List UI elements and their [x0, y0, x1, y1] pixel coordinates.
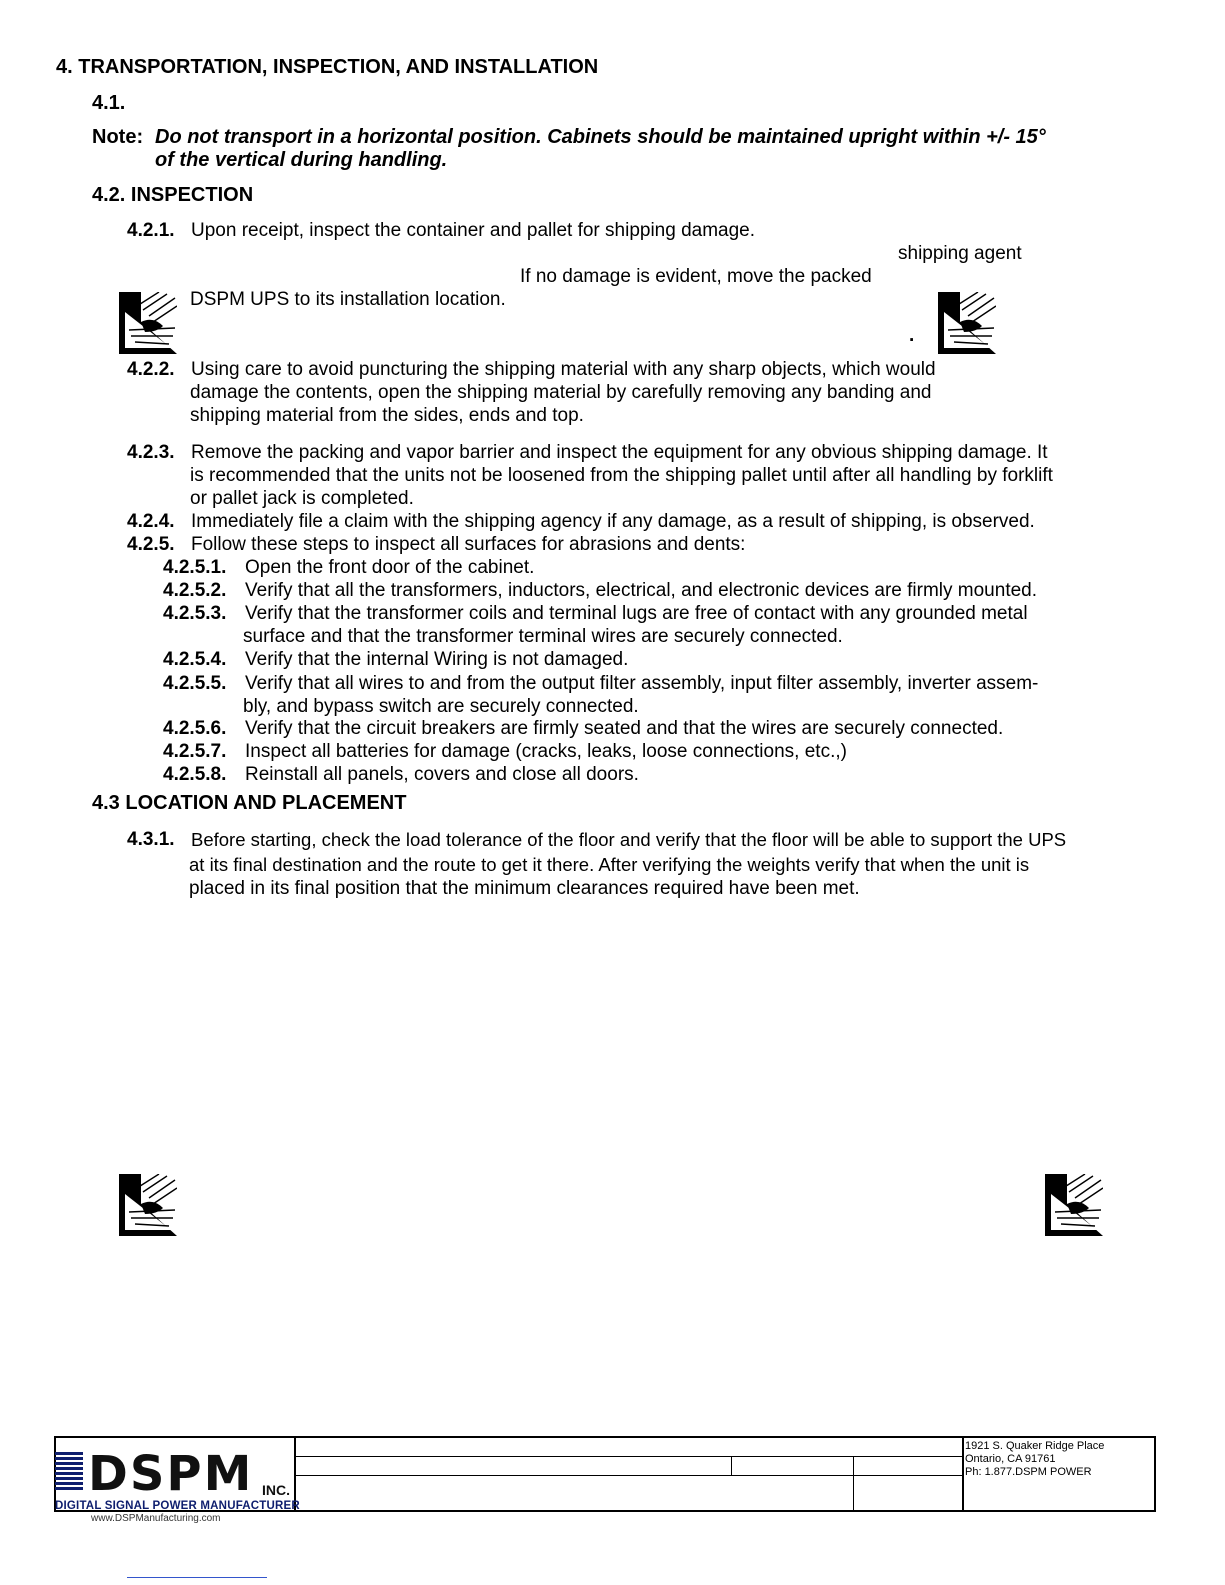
subsection-4-1: 4.1. — [92, 92, 126, 114]
item-4-3-1-number: 4.3.1. — [127, 829, 175, 850]
logo-url: www.DSPManufacturing.com — [91, 1513, 221, 1524]
address-line1: 1921 S. Quaker Ridge Place — [965, 1440, 1105, 1452]
address-line3: Ph: 1.877.DSPM POWER — [965, 1466, 1092, 1478]
step-text-continued: surface and that the transformer terminal wires are securely connected. — [243, 626, 843, 647]
step-text: Reinstall all panels, covers and close all doors. — [245, 764, 639, 785]
logo-subtitle: DIGITAL SIGNAL POWER MANUFACTURER — [55, 1500, 300, 1512]
logo-wordmark: DSPM — [88, 1446, 254, 1502]
item-4-2-4-text: Immediately file a claim with the shipping agency if any damage, as a result of shipping, is observed. — [191, 511, 1035, 532]
step-number: 4.2.5.2. — [163, 580, 227, 601]
step-text-continued: bly, and bypass switch are securely connected. — [243, 696, 639, 717]
footer-divider — [296, 1456, 962, 1457]
item-4-2-2-line3: shipping material from the sides, ends and top. — [190, 405, 584, 426]
item-4-2-3-line1: Remove the packing and vapor barrier and inspect the equipment for any obvious shipping damage. It — [191, 442, 1048, 463]
step-number: 4.2.5.3. — [163, 603, 227, 624]
item-4-2-5-number: 4.2.5. — [127, 534, 175, 555]
item-4-3-1-line3: placed in its final position that the minimum clearances required have been met. — [189, 878, 860, 899]
item-4-3-1-line2: at its final destination and the route to get it there. After verifying the weights verify that when the unit is — [189, 854, 1030, 875]
step-number: 4.2.5.1. — [163, 557, 227, 578]
caution-hand-icon — [938, 292, 996, 354]
step-number: 4.2.5.6. — [163, 718, 227, 739]
step-number: 4.2.5.4. — [163, 649, 227, 670]
step-text: Verify that all the transformers, inductors, electrical, and electronic devices are firmly mounted. — [245, 580, 1038, 601]
caution-hand-icon — [119, 292, 177, 354]
step-text: Inspect all batteries for damage (cracks, leaks, loose connections, etc.,) — [245, 741, 847, 762]
item-4-2-1-number: 4.2.1. — [127, 220, 175, 241]
item-4-2-2-line2: damage the contents, open the shipping material by carefully removing any banding and — [190, 382, 932, 403]
step-text: Verify that the internal Wiring is not damaged. — [245, 649, 629, 670]
note-label: Note: — [92, 126, 144, 148]
item-4-2-2-line1: Using care to avoid puncturing the shipping material with any sharp objects, which would — [191, 359, 936, 380]
item-4-2-1-fragment-nodamage: If no damage is evident, move the packed — [520, 266, 872, 287]
item-4-2-1-text: Upon receipt, inspect the container and pallet for shipping damage. — [191, 220, 756, 241]
step-number: 4.2.5.8. — [163, 764, 227, 785]
caution-hand-icon — [1045, 1174, 1103, 1236]
item-4-2-4-number: 4.2.4. — [127, 511, 175, 532]
footer-divider — [853, 1456, 854, 1512]
step-text: Verify that the circuit breakers are firmly seated and that the wires are securely connected. — [245, 718, 1004, 739]
dspm-logo — [55, 1446, 300, 1526]
location-heading: 4.3 LOCATION AND PLACEMENT — [92, 792, 407, 814]
step-text: Verify that all wires to and from the output filter assembly, input filter assembly, inverter assem- — [245, 673, 1039, 694]
item-4-2-1-text-line4: DSPM UPS to its installation location. — [190, 289, 506, 310]
inspection-heading: 4.2. INSPECTION — [92, 184, 254, 206]
bottom-link-underline — [127, 1577, 267, 1578]
address-line2: Ontario, CA 91761 — [965, 1453, 1056, 1465]
note-text-line2: of the vertical during handling. — [155, 149, 448, 171]
logo-bars — [55, 1452, 83, 1526]
footer-divider — [962, 1436, 964, 1512]
item-4-3-1-line1: Before starting, check the load tolerance of the floor and verify that the floor will be able to support the UPS — [191, 829, 1067, 850]
item-4-2-1-fragment-agent: shipping agent — [898, 243, 1022, 264]
item-4-2-3-number: 4.2.3. — [127, 442, 175, 463]
item-4-2-3-line3: or pallet jack is completed. — [190, 488, 414, 509]
item-4-2-2-number: 4.2.2. — [127, 359, 175, 380]
item-4-2-3-line2: is recommended that the units not be loosened from the shipping pallet until after all handling by forklift — [190, 465, 1053, 486]
item-4-2-5-text: Follow these steps to inspect all surfaces for abrasions and dents: — [191, 534, 746, 555]
logo-inc: INC. — [262, 1482, 290, 1498]
step-number: 4.2.5.7. — [163, 741, 227, 762]
note-text-line1: Do not transport in a horizontal position. Cabinets should be maintained upright within +/- 15° — [155, 126, 1046, 148]
section-heading: 4. TRANSPORTATION, INSPECTION, AND INSTALLATION — [56, 56, 599, 78]
step-number: 4.2.5.5. — [163, 673, 227, 694]
footer-divider — [296, 1475, 962, 1476]
stray-dot: . — [909, 325, 915, 346]
step-text: Verify that the transformer coils and terminal lugs are free of contact with any grounded metal — [245, 603, 1028, 624]
footer-divider — [731, 1456, 732, 1475]
step-text: Open the front door of the cabinet. — [245, 557, 535, 578]
caution-hand-icon — [119, 1174, 177, 1236]
